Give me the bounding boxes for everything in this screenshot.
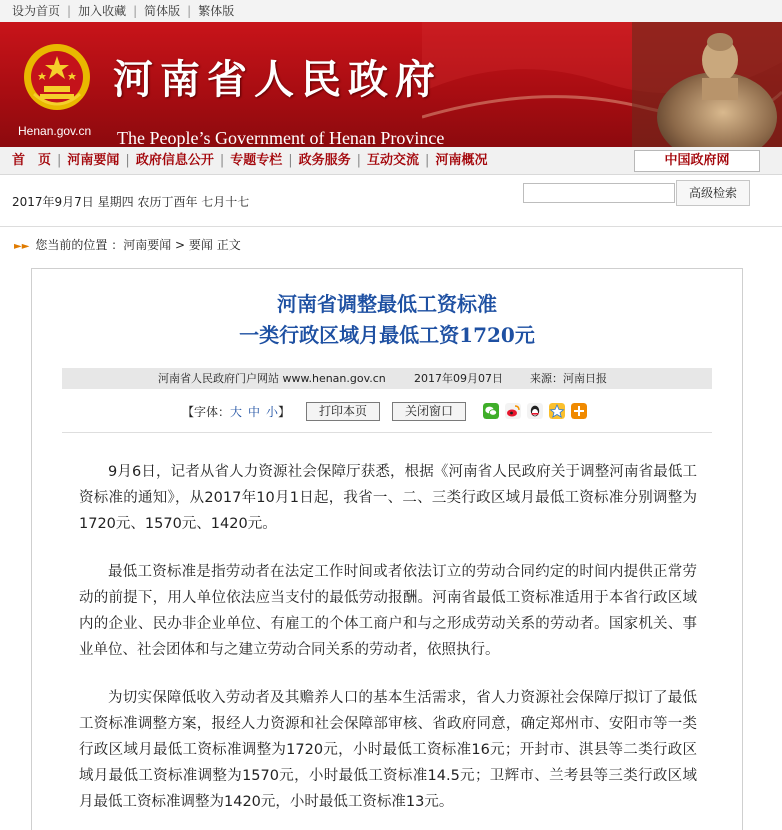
nav-separator: |: [356, 153, 362, 168]
nav-item-interaction[interactable]: 互动交流: [367, 153, 420, 168]
article-tools: [32, 401, 742, 423]
breadcrumb-prefix: 您当前的位置 ：: [35, 238, 124, 252]
site-title-en: The People’s Government of Henan Province: [117, 128, 445, 147]
font-size-small[interactable]: 小: [266, 405, 279, 419]
nav-separator: |: [57, 153, 62, 168]
nav-separator: |: [288, 153, 293, 168]
top-link-bar: [0, 0, 782, 22]
nav-item-henan-news[interactable]: 河南要闻: [67, 153, 120, 168]
article-headline: [32, 289, 742, 351]
article-date: 2017年09月07日: [414, 372, 503, 385]
search-input[interactable]: [523, 183, 675, 203]
font-size-medium[interactable]: 中: [248, 405, 261, 419]
nav-item-home[interactable]: 首 页: [12, 153, 52, 168]
china-gov-link-button[interactable]: 中国政府网: [634, 150, 760, 172]
article-origin: 来源：河南日报: [530, 372, 607, 385]
headline-line-2: 一类行政区域月最低工资1720元: [239, 323, 535, 347]
nav-item-henan-overview[interactable]: 河南概况: [435, 153, 488, 168]
nav-items: [12, 147, 487, 175]
nav-separator: |: [425, 153, 430, 168]
font-size-label: 【字体：: [182, 405, 231, 419]
article-meta-bar: [62, 368, 712, 389]
breadcrumb-separator: >: [171, 238, 189, 252]
nav-item-special-topics[interactable]: 专题专栏: [230, 153, 283, 168]
row-divider: [0, 226, 782, 227]
print-page-button[interactable]: 打印本页: [306, 402, 380, 421]
article-divider: [62, 432, 712, 433]
article-paragraph-1: 9月6日，记者从省人力资源社会保障厅获悉，根据《河南省人民政府关于调整河南省最低工资标准的通知》，从2017年10月1日起，我省一、二、三类行政区域月最低工资标准分别调整为1720元、1570元、1420元。: [79, 464, 697, 532]
font-size-control: [182, 401, 290, 423]
set-homepage-link[interactable]: 设为首页: [12, 4, 61, 18]
qzone-icon[interactable]: [549, 403, 565, 419]
article-source-site: 河南省人民政府门户网站 www.henan.gov.cn: [158, 372, 386, 385]
breadcrumb-arrow-icon: ►►: [14, 241, 30, 252]
nav-separator: |: [125, 153, 130, 168]
weibo-icon[interactable]: [505, 403, 521, 419]
more-share-icon[interactable]: [571, 403, 587, 419]
top-link-separator: |: [133, 4, 138, 18]
font-size-large[interactable]: 大: [230, 405, 243, 419]
qq-icon[interactable]: [527, 403, 543, 419]
breadcrumb-tail: 正文: [212, 238, 241, 252]
add-favorite-link[interactable]: 加入收藏: [78, 4, 127, 18]
article-paragraph-2: 最低工资标准是指劳动者在法定工作时间或者依法订立的劳动合同约定的时间内提供正常劳动的前提下，用人单位依法应当支付的最低劳动报酬。河南省最低工资标准适用于本省行政区域内的企业、民办非企业单位、有雇工的个体工商户和与之形成劳动关系的劳动者。国家机关、事业单位、社会团体和与之建立劳动合同关系的劳动者，依照执行。: [79, 564, 697, 658]
top-link-separator: |: [187, 4, 192, 18]
site-banner: [0, 22, 782, 147]
nav-item-gov-info-disclosure[interactable]: 政府信息公开: [135, 153, 214, 168]
traditional-chinese-link[interactable]: 繁体版: [198, 4, 235, 18]
breadcrumb-link-henan-news[interactable]: 河南要闻: [123, 238, 172, 252]
top-link-separator: |: [67, 4, 72, 18]
font-size-label-end: 】: [278, 405, 291, 419]
simplified-chinese-link[interactable]: 简体版: [144, 4, 181, 18]
headline-line-1: 河南省调整最低工资标准: [277, 292, 497, 316]
site-title-cn: 河南省人民政府: [113, 56, 442, 103]
article-panel: [31, 268, 743, 830]
advanced-search-button[interactable]: 高级检索: [676, 180, 750, 206]
national-emblem-icon: [22, 42, 92, 112]
longmen-buddha-statue-image: [632, 22, 782, 147]
nav-separator: |: [219, 153, 225, 168]
nav-item-gov-services[interactable]: 政务服务: [298, 153, 351, 168]
close-window-button[interactable]: 关闭窗口: [392, 402, 466, 421]
site-url: Henan.gov.cn: [18, 124, 92, 138]
wechat-icon[interactable]: [483, 403, 499, 419]
article-body: [79, 459, 697, 830]
breadcrumb: [14, 236, 241, 253]
article-paragraph-3: 为切实保障低收入劳动者及其赡养人口的基本生活需求，省人力资源社会保障厅拟订了最低工资标准调整方案，报经人力资源和社会保障部审核、省政府同意，确定郑州市、安阳市等一类行政区域月最低工资标准调整为1720元，小时最低工资标准16元；开封市、淇县等二类行政区域月最低工资标准调整为1570元，小时最低工资标准14.5元；卫辉市、兰考县等三类行政区域月最低工资标准调整为1420元，小时最低工资标准13元。: [79, 690, 697, 810]
date-line: 2017年9月7日 星期四 农历丁酉年 七月十七: [12, 195, 250, 209]
main-nav: [0, 147, 782, 175]
breadcrumb-link-news[interactable]: 要闻: [188, 238, 213, 252]
